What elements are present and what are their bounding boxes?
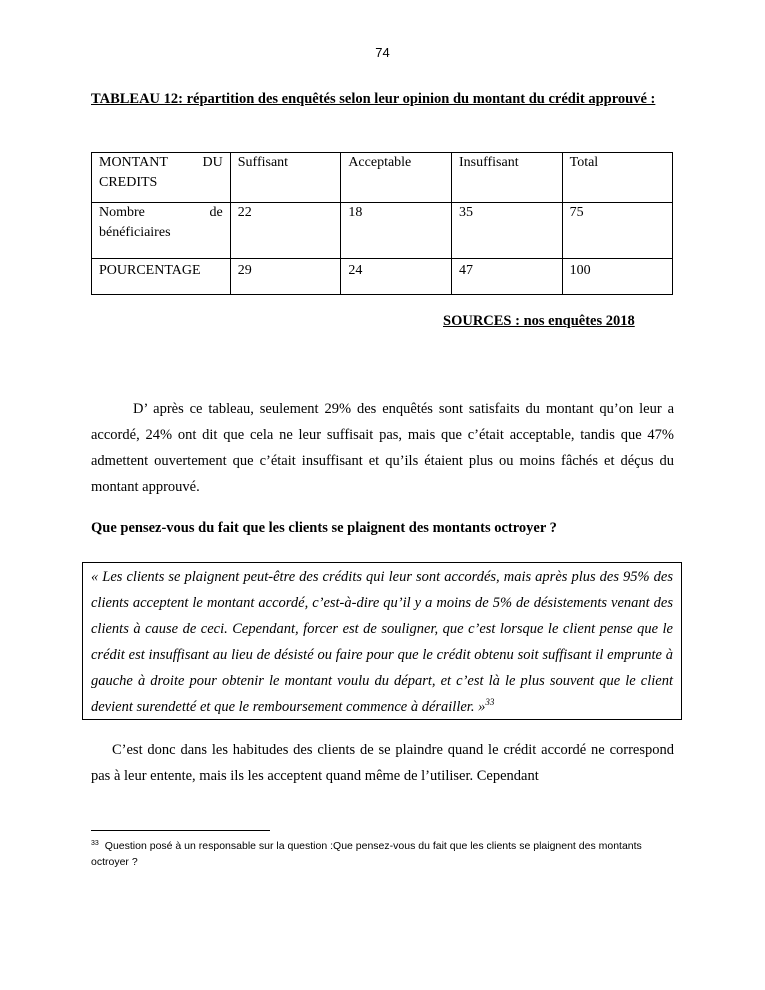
page-number: 74 — [375, 45, 390, 60]
table-cell: 22 — [230, 203, 341, 259]
table-cell: POURCENTAGE — [92, 259, 231, 295]
table-sources: SOURCES : nos enquêtes 2018 — [443, 313, 635, 329]
table-row — [92, 203, 673, 259]
table-cell: Insuffisant — [451, 153, 562, 203]
body-paragraph: D’ après ce tableau, seulement 29% des enquêtés sont satisfaits du montant qu’on leur a accordé, 24% ont dit que cela ne leur suffisait pas, mais que c’était acceptable, tandis que 47% admettent ouvertement que c’était insuffisant et qu’ils étaient plus ou moins fâchés et déçus du montant approuvé. — [91, 401, 674, 495]
footnote-text: Question posé à un responsable sur la question :Que pensez-vous du fait que les clients se plaignent des montants octroyer ? — [91, 840, 642, 868]
table-row — [92, 259, 673, 295]
interview-quote — [91, 564, 673, 720]
quote-box — [82, 562, 682, 720]
table-cell: 18 — [341, 203, 452, 259]
table-cell: 100 — [562, 259, 672, 295]
table-cell: Total — [562, 153, 672, 203]
footnote-divider — [91, 830, 270, 831]
body-paragraph: C’est donc dans les habitudes des clients de se plaindre quand le crédit accordé ne correspond pas à leur entente, mais ils les acceptent quand même de l’utiliser. Cependant — [91, 742, 674, 784]
interview-question: Que pensez-vous du fait que les clients se plaignent des montants octroyer ? — [91, 520, 557, 536]
table-cell: MONTANT DU CREDITS — [92, 153, 231, 203]
data-table — [91, 152, 673, 295]
table-cell: 24 — [341, 259, 452, 295]
table-cell: 35 — [451, 203, 562, 259]
table-caption: TABLEAU 12: répartition des enquêtés selon leur opinion du montant du crédit approuvé : — [91, 91, 656, 107]
quote-text: « Les clients se plaignent peut-être des crédits qui leur sont accordés, mais après plus des 95% des clients acceptent le montant accordé, c’est-à-dire qu’il y a moins de 5% de désistements venant des clients à cause de ceci. Cependant, forcer est de souligner, que c’est lorsque le client pense que le crédit est insuffisant au lieu de désisté ou faire pour que le crédit obtenu soit suffisant il emprunte à gauche à droite pour obtenir le montant voulu du départ, et c’est là le plus souvent que le client devient surendetté et que le remboursement commence à dérailler. » — [91, 569, 673, 715]
footnote-number: 33 — [91, 839, 99, 847]
table-cell: 75 — [562, 203, 672, 259]
table-cell: 29 — [230, 259, 341, 295]
table-cell: Nombre de bénéficiaires — [92, 203, 231, 259]
table-cell: Suffisant — [230, 153, 341, 203]
footnote — [91, 838, 674, 870]
footnote-reference[interactable]: 33 — [485, 697, 495, 708]
table-cell: 47 — [451, 259, 562, 295]
table-cell: Acceptable — [341, 153, 452, 203]
table-header-row — [92, 153, 673, 203]
